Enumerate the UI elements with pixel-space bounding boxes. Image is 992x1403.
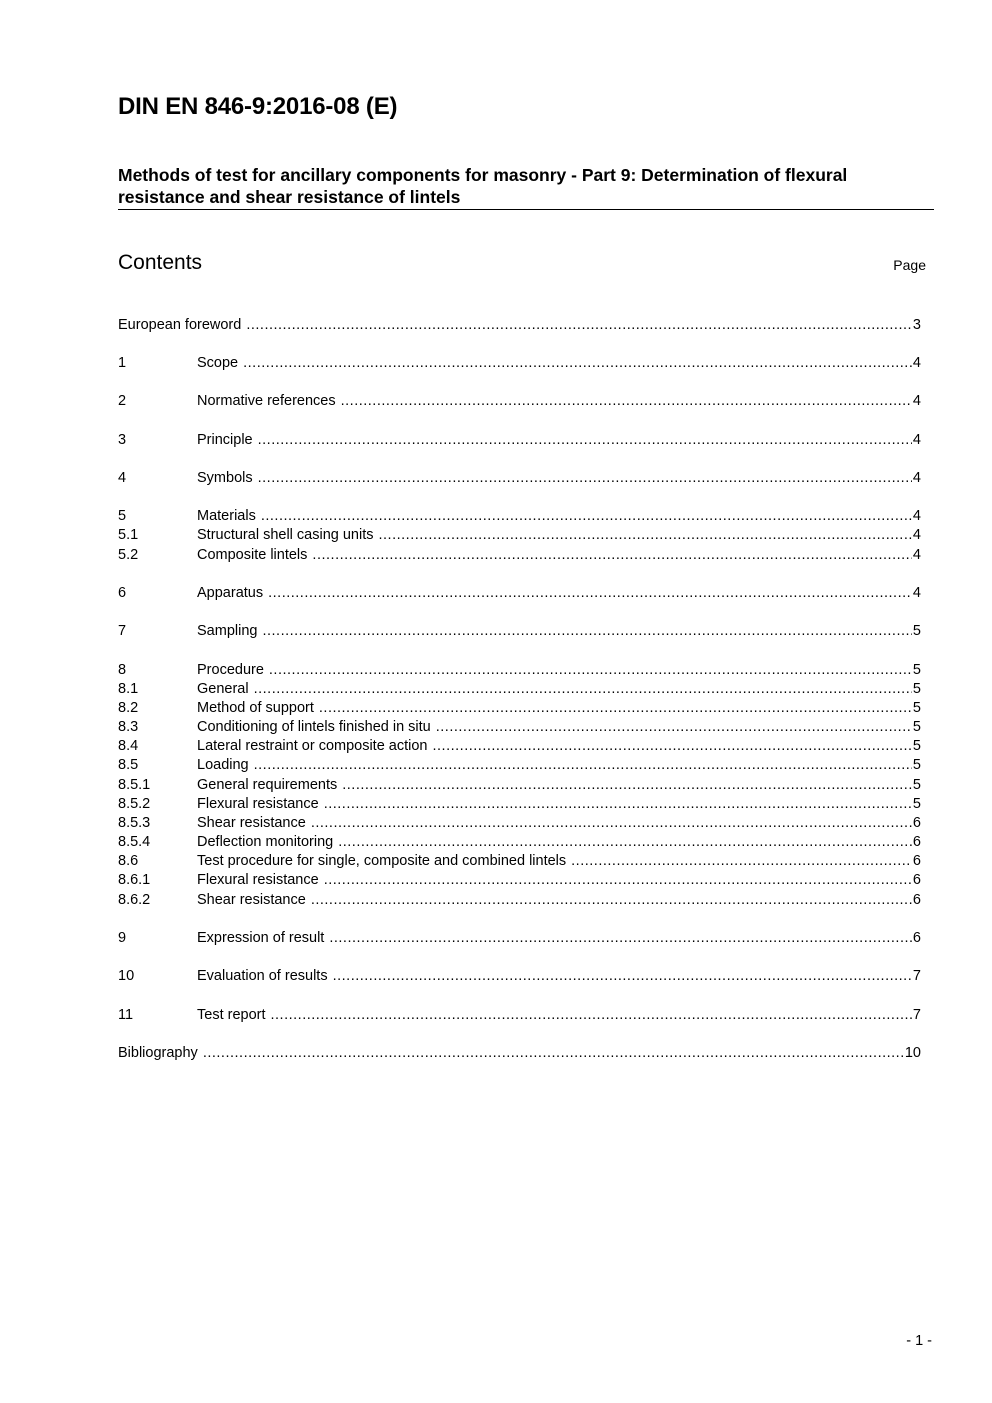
toc-entry[interactable] [118,814,921,833]
toc-entry-label: Shear resistance [197,892,306,908]
toc-entry[interactable] [118,622,921,641]
toc-entry-page: 6 [912,815,921,831]
toc-entry-label: Flexural resistance [197,796,319,812]
toc-leader-dots [436,718,912,737]
toc-entry-page: 5 [912,681,921,697]
document-title: Methods of test for ancillary components for masonry - Part 9: Determination of flexural resistance and shear resistance of lintels [118,165,848,207]
toc-leader-dots [324,871,912,890]
toc-entry-page: 4 [912,470,921,486]
toc-entry-number: 4 [118,470,127,486]
toc-entry-label: Bibliography [118,1045,198,1061]
toc-leader-dots [246,316,912,335]
toc-entry[interactable] [118,316,921,335]
toc-entry-page: 5 [912,700,921,716]
toc-entry[interactable] [118,929,921,948]
toc-entry-label: Expression of result [197,930,325,946]
toc-entry[interactable] [118,584,921,603]
toc-entry[interactable] [118,737,921,756]
toc-entry-number: 2 [118,393,127,409]
toc-entry-number: 10 [118,968,135,984]
toc-entry-label: Test procedure for single, composite and combined lintels [197,853,567,869]
toc-leader-dots [254,680,912,699]
toc-entry-label: Deflection monitoring [197,834,334,850]
toc-entry[interactable] [118,699,921,718]
toc-entry-label: General requirements [197,777,338,793]
toc-entry-number: 5.1 [118,527,139,543]
document-id: DIN EN 846-9:2016-08 (E) [118,93,398,120]
toc-entry[interactable] [118,546,921,565]
toc-entry-page: 5 [912,777,921,793]
toc-entry[interactable] [118,354,921,373]
toc-leader-dots [203,1044,904,1063]
toc-entry-page: 7 [912,968,921,984]
toc-entry[interactable] [118,507,921,526]
toc-entry[interactable] [118,1006,921,1025]
toc-entry[interactable] [118,661,921,680]
toc-leader-dots [433,737,912,756]
toc-entry-label: Sampling [197,623,258,639]
toc-entry[interactable] [118,756,921,775]
toc-entry-number: 9 [118,930,127,946]
toc-entry-page: 4 [912,508,921,524]
toc-entry-page: 6 [912,834,921,850]
toc-entry[interactable] [118,833,921,852]
toc-entry-label: General [197,681,249,697]
toc-entry-number: 8.5.2 [118,796,151,812]
toc-entry-number: 8.6.1 [118,872,151,888]
toc-entry-page: 4 [912,432,921,448]
toc-entry-page: 6 [912,872,921,888]
toc-entry-label: Loading [197,757,249,773]
toc-entry[interactable] [118,852,921,871]
toc-leader-dots [268,584,912,603]
toc-entry-label: Test report [197,1007,266,1023]
toc-entry-page: 5 [912,757,921,773]
toc-entry-label: Procedure [197,662,264,678]
toc-entry[interactable] [118,967,921,986]
toc-entry-number: 8.5.4 [118,834,151,850]
toc-entry-label: European foreword [118,317,242,333]
toc-entry-number: 8.5.3 [118,815,151,831]
toc-entry-number: 8.2 [118,700,139,716]
toc-entry-page: 4 [912,585,921,601]
toc-entry-label: Structural shell casing units [197,527,374,543]
toc-entry-number: 6 [118,585,127,601]
toc-entry-number: 1 [118,355,127,371]
toc-entry-number: 5 [118,508,127,524]
toc-entry-page: 4 [912,355,921,371]
toc-entry-number: 8.5 [118,757,139,773]
toc-entry-page: 7 [912,1007,921,1023]
toc-entry-label: Method of support [197,700,314,716]
toc-entry-page: 6 [912,892,921,908]
toc-leader-dots [311,814,912,833]
toc-entry-page: 3 [912,317,921,333]
toc-leader-dots [571,852,912,871]
toc-entry[interactable] [118,469,921,488]
toc-leader-dots [324,795,912,814]
toc-leader-dots [258,431,912,450]
toc-entry-label: Normative references [197,393,336,409]
toc-leader-dots [261,507,912,526]
toc-leader-dots [338,833,912,852]
toc-entry-number: 5.2 [118,547,139,563]
toc-entry[interactable] [118,392,921,411]
toc-entry-page: 10 [904,1045,921,1061]
toc-entry-label: Conditioning of lintels finished in situ [197,719,431,735]
page-column-heading: Page [893,257,926,273]
page-number: - 1 - [906,1333,932,1349]
toc-entry[interactable] [118,431,921,450]
toc-entry-label: Principle [197,432,253,448]
toc-entry-number: 11 [118,1007,134,1023]
toc-entry-label: Shear resistance [197,815,306,831]
toc-leader-dots [271,1006,912,1025]
toc-leader-dots [342,776,912,795]
toc-entry-label: Composite lintels [197,547,308,563]
toc-leader-dots [319,699,912,718]
toc-entry[interactable] [118,1044,921,1063]
toc-entry-number: 8.5.1 [118,777,151,793]
toc-entry-page: 5 [912,623,921,639]
toc-leader-dots [341,392,912,411]
toc-entry-page: 4 [912,527,921,543]
toc-entry-label: Symbols [197,470,253,486]
toc-entry[interactable] [118,718,921,737]
toc-entry-number: 7 [118,623,127,639]
toc-entry-number: 8.6 [118,853,139,869]
toc-entry-label: Apparatus [197,585,264,601]
toc-leader-dots [379,526,912,545]
toc-entry-page: 5 [912,738,921,754]
toc-entry-page: 5 [912,719,921,735]
toc-leader-dots [311,891,912,910]
toc-entry-number: 3 [118,432,127,448]
toc-leader-dots [258,469,912,488]
toc-entry-number: 8 [118,662,127,678]
toc-entry-label: Flexural resistance [197,872,319,888]
toc-leader-dots [269,661,912,680]
toc-entry-page: 4 [912,547,921,563]
toc-leader-dots [243,354,912,373]
toc-leader-dots [333,967,912,986]
toc-leader-dots [254,756,912,775]
toc-entry-page: 5 [912,796,921,812]
toc-entry[interactable] [118,891,921,910]
toc-entry-label: Scope [197,355,239,371]
toc-entry-number: 8.4 [118,738,139,754]
toc-entry-number: 8.1 [118,681,139,697]
toc-entry[interactable] [118,680,921,699]
toc-entry-number: 8.6.2 [118,892,151,908]
toc-entry-label: Lateral restraint or composite action [197,738,428,754]
title-rule [118,209,934,210]
toc-entry[interactable] [118,871,921,890]
toc-entry[interactable] [118,795,921,814]
toc-leader-dots [312,546,912,565]
toc-leader-dots [262,622,911,641]
toc-entry-label: Materials [197,508,256,524]
toc-entry-label: Evaluation of results [197,968,328,984]
toc-entry-page: 5 [912,662,921,678]
contents-heading: Contents [118,251,203,274]
toc-entry-page: 4 [912,393,921,409]
toc-entry-page: 6 [912,930,921,946]
toc-entry-page: 6 [912,853,921,869]
toc-leader-dots [329,929,912,948]
toc-entry-number: 8.3 [118,719,139,735]
toc-entry[interactable] [118,526,921,545]
toc-entry[interactable] [118,776,921,795]
